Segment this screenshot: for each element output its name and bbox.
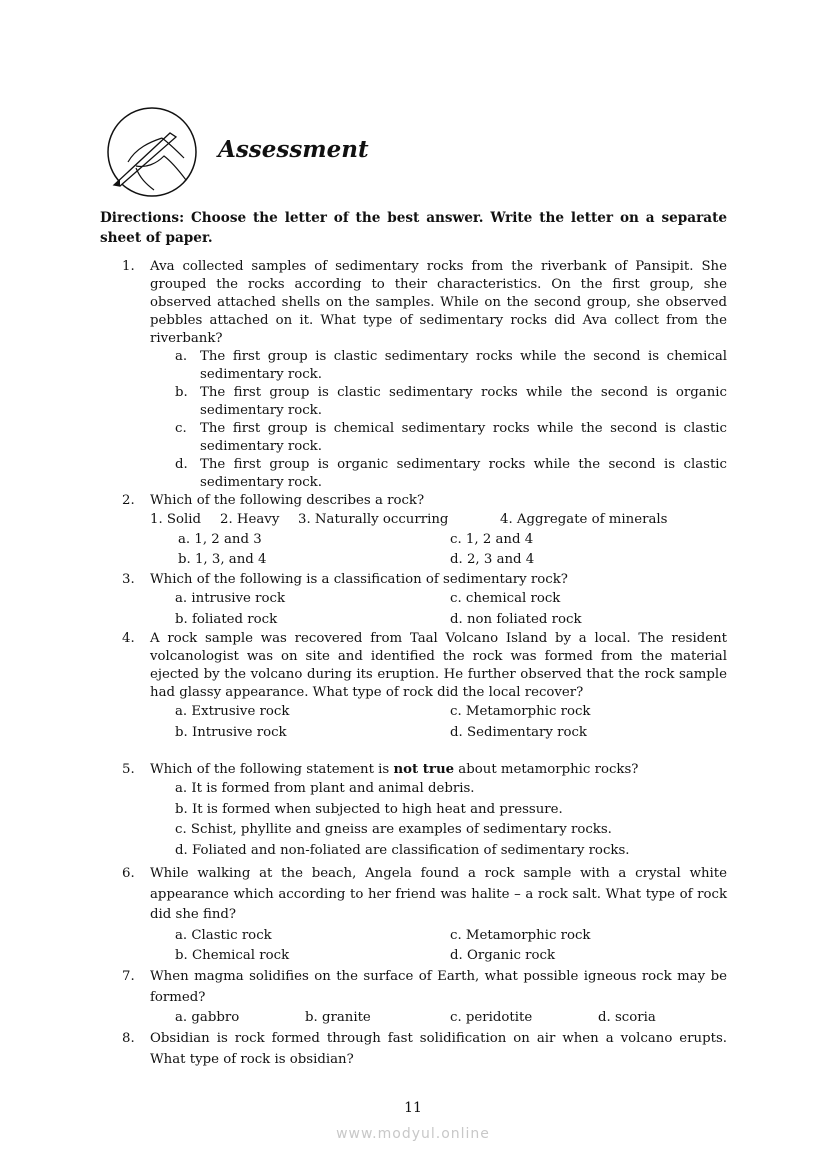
option-b: b. 1, 3, and 4: [178, 552, 267, 567]
hand-writing-pencil-icon: [106, 106, 198, 198]
question-stem: Ava collected samples of sedimentary rocks from the riverbank of Pansipit. She grouped the rocks according to their characteristics. On the first group, she observed attached shells on the samples. While on the second group, she observed pebbles attached on it. What type of sedimentary rocks did Ava collect from the riverbank?: [150, 259, 727, 346]
option-row: [175, 800, 727, 821]
option-c: c. 1, 2 and 4: [450, 532, 534, 547]
stem-text: Which of the following statement is: [150, 762, 394, 777]
option-letter: d.: [175, 457, 188, 472]
option-text: The first group is chemical sedimentary rocks while the second is clastic sedimentary rock.: [200, 421, 727, 454]
option-a: a. It is formed from plant and animal debris.: [175, 781, 475, 796]
option-letter: a.: [175, 349, 188, 364]
option-row: [178, 550, 727, 570]
option-c: c. chemical rock: [450, 591, 561, 606]
option-text: The first group is clastic sedimentary rocks while the second is organic sedimentary rock.: [200, 385, 727, 418]
question-5: [122, 761, 727, 861]
question-stem: When magma solidifies on the surface of Earth, what possible igneous rock may be formed?: [150, 969, 727, 1005]
option-c: c. Schist, phyllite and gneiss are examples of sedimentary rocks.: [175, 822, 612, 837]
option-b: b. It is formed when subjected to high heat and pressure.: [175, 801, 563, 817]
question-stem: A rock sample was recovered from Taal Volcano Island by a local. The resident volcanologist was on site and identified the rock was formed from the material ejected by the volcano during its eruption. He further observed that the rock sample had glassy appearance. What type of rock did the local recover?: [150, 631, 727, 700]
option-b: b. Chemical rock: [175, 948, 290, 963]
question-stem: While walking at the beach, Angela found a rock sample with a crystal white appearance which according to her friend was halite – a rock salt. What type of rock did she find?: [150, 866, 727, 922]
option-d: d. Organic rock: [450, 948, 556, 963]
option-a: [175, 348, 727, 384]
option-c: c. peridotite: [450, 1010, 533, 1025]
option-b: b. foliated rock: [175, 611, 278, 627]
question-7: [122, 967, 727, 1029]
option-c: c. Metamorphic rock: [450, 704, 591, 719]
question-8: [122, 1029, 727, 1070]
option-row: [175, 926, 727, 947]
option-letter: c.: [175, 421, 187, 436]
option-b: b. granite: [305, 1010, 371, 1025]
question-number: 2.: [122, 493, 135, 508]
option-row: [175, 589, 727, 610]
option-row: [175, 946, 727, 967]
question-number: 5.: [122, 762, 135, 777]
question-number: 6.: [122, 866, 135, 881]
option-c: [175, 420, 727, 456]
option-b: b. Intrusive rock: [175, 724, 287, 740]
question-stem: Obsidian is rock formed through fast solidification on air when a volcano erupts. What type of rock is obsidian?: [150, 1031, 727, 1067]
option-d: d. Sedimentary rock: [450, 724, 587, 740]
statement-choices: [150, 510, 727, 530]
option-d: d. Foliated and non-foliated are classification of sedimentary rocks.: [175, 842, 630, 858]
option-letter: b.: [175, 385, 188, 400]
option-a: a. Clastic rock: [175, 927, 272, 943]
choice: 2. Heavy: [220, 512, 280, 527]
question-1: [122, 258, 727, 492]
question-4: [122, 630, 727, 743]
option-a: a. 1, 2 and 3: [178, 532, 262, 547]
option-a: a. Extrusive rock: [175, 704, 290, 719]
directions: Directions: Choose the letter of the best answer. Write the letter on a separate sheet of paper.: [100, 210, 727, 246]
question-3: [122, 571, 727, 630]
stem-text: about metamorphic rocks?: [454, 762, 639, 777]
option-a: a. gabbro: [175, 1010, 240, 1025]
option-d: d. non foliated rock: [450, 611, 582, 627]
choice: 3. Naturally occurring: [298, 512, 449, 527]
question-stem: Which of the following is a classification of sedimentary rock?: [150, 572, 568, 587]
question-number: 4.: [122, 631, 135, 646]
question-stem: [150, 761, 727, 779]
option-a: a. intrusive rock: [175, 591, 286, 606]
option-d: d. 2, 3 and 4: [450, 552, 535, 567]
question-stem: Which of the following describes a rock?: [150, 493, 425, 508]
option-b: [175, 384, 727, 420]
option-row: [175, 702, 727, 723]
option-row: [175, 610, 727, 631]
section-title: Assessment: [218, 136, 369, 163]
stem-emphasis: not true: [393, 762, 455, 777]
option-row: [175, 841, 727, 862]
option-text: The first group is clastic sedimentary rocks while the second is chemical sedimentary rock.: [200, 349, 727, 382]
question-number: 1.: [122, 259, 135, 274]
question-6: [122, 864, 727, 967]
option-row: [175, 820, 727, 841]
option-row: [175, 1008, 727, 1029]
watermark: www.modyul.online: [336, 1126, 490, 1142]
option-row: [175, 723, 727, 744]
option-row: [175, 779, 727, 800]
choice: 1. Solid: [150, 512, 202, 527]
option-d: d. scoria: [598, 1010, 656, 1025]
page-number: 11: [404, 1100, 422, 1116]
question-number: 8.: [122, 1031, 135, 1046]
choice: 4. Aggregate of minerals: [500, 512, 668, 527]
question-2: [122, 492, 727, 570]
question-number: 3.: [122, 572, 135, 587]
option-c: c. Metamorphic rock: [450, 927, 591, 943]
option-row: [178, 530, 727, 550]
option-d: [175, 456, 727, 492]
question-number: 7.: [122, 969, 135, 984]
option-text: The first group is organic sedimentary rocks while the second is clastic sedimentary rock.: [200, 457, 727, 490]
